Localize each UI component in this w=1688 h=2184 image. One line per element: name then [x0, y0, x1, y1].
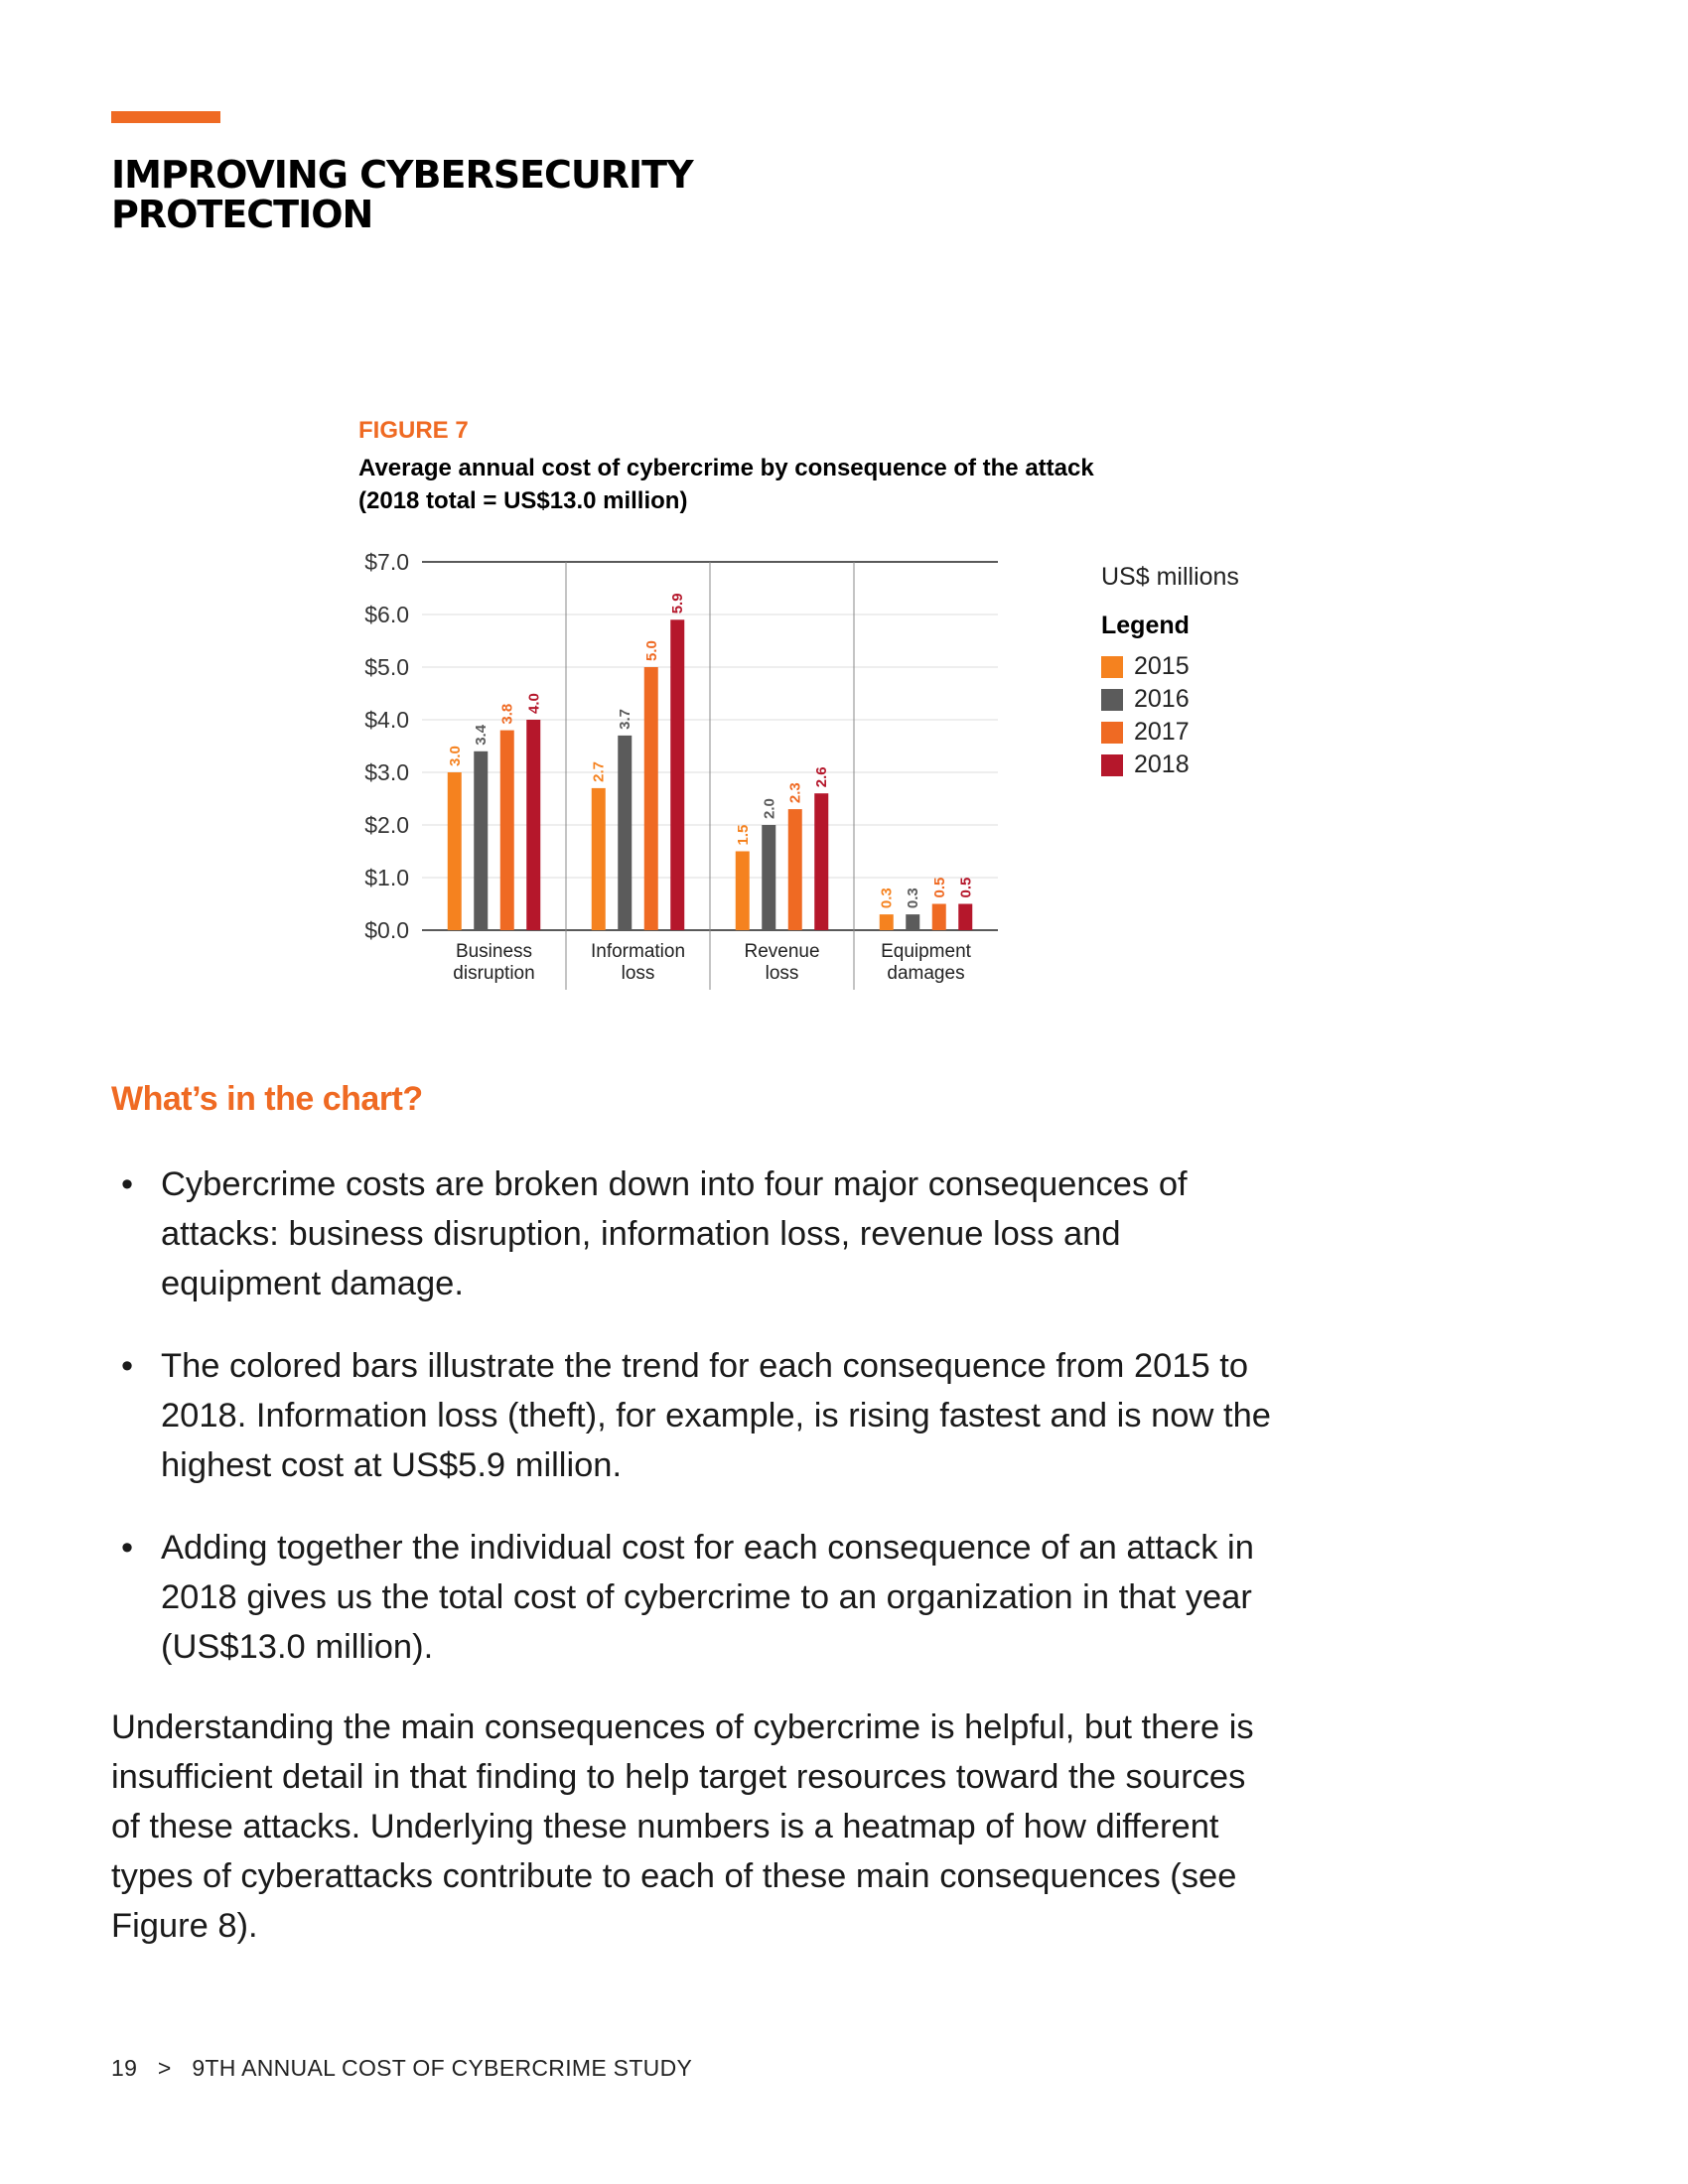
page-title-line-1: IMPROVING CYBERSECURITY — [111, 153, 693, 197]
data-label: 3.8 — [498, 703, 516, 725]
x-tick-label: Business — [455, 941, 533, 962]
page-title-line-2: PROTECTION — [111, 193, 373, 236]
x-tick-label: loss — [765, 963, 799, 984]
data-label: 2.3 — [786, 782, 804, 804]
y-tick-label: $5.0 — [364, 654, 409, 680]
body-paragraph: Understanding the main consequences of cybercrime is helpful, but there is insufficient detail in that finding to help target resources toward the sources of these attacks. Underlying these numbers is a heatmap of how different types of cyberattacks contribute to each of these main consequences (see Figure 8). — [111, 1708, 1254, 1945]
bullet-item — [111, 1523, 1283, 1672]
legend-item — [1101, 650, 1190, 683]
footer-separator: > — [157, 2055, 172, 2081]
bullet-item — [111, 1160, 1283, 1308]
y-tick-label: $3.0 — [364, 759, 409, 785]
y-tick-label: $1.0 — [364, 865, 409, 890]
data-label: 3.7 — [617, 709, 634, 730]
bar-2018 — [526, 720, 540, 930]
page-number: 19 — [111, 2055, 138, 2081]
y-tick-label: $2.0 — [364, 812, 409, 838]
x-tick-label: disruption — [453, 963, 535, 984]
data-label: 0.5 — [957, 877, 975, 898]
figure-title — [358, 452, 1252, 517]
units-label: US$ millions — [1101, 563, 1239, 591]
bar-2018 — [814, 793, 828, 930]
section-question: What’s in the chart? — [111, 1080, 423, 1118]
y-tick-label: $6.0 — [364, 602, 409, 627]
bullet-dot: • — [121, 1165, 134, 1203]
legend-label: 2016 — [1134, 685, 1190, 713]
bar-2016 — [762, 825, 775, 930]
bar-2016 — [618, 736, 632, 930]
legend-label: 2017 — [1134, 718, 1190, 746]
bullet-dot: • — [121, 1529, 134, 1567]
x-tick-label: damages — [887, 963, 965, 984]
x-tick-label: Information — [590, 941, 686, 962]
bullet-list — [111, 1160, 1283, 1705]
y-tick-label: $7.0 — [364, 549, 409, 575]
bar-2018 — [670, 619, 684, 930]
data-label: 2.6 — [813, 766, 831, 788]
data-label: 5.9 — [669, 593, 687, 614]
bullet-item — [111, 1341, 1283, 1490]
data-label: 0.5 — [930, 877, 948, 898]
page-title — [111, 155, 1005, 234]
legend-item — [1101, 716, 1190, 749]
bar-2015 — [736, 852, 750, 931]
data-label: 5.0 — [642, 640, 660, 661]
report-title: 9TH ANNUAL COST OF CYBERCRIME STUDY — [192, 2055, 693, 2081]
legend-swatch — [1101, 754, 1123, 776]
data-label: 2.7 — [590, 761, 608, 782]
bar-2015 — [592, 788, 606, 930]
bar-chart — [338, 541, 1023, 1008]
legend-item — [1101, 749, 1190, 781]
data-label: 4.0 — [525, 693, 543, 714]
bar-2015 — [880, 914, 894, 930]
data-label: 3.4 — [473, 724, 491, 746]
data-label: 2.0 — [761, 798, 778, 819]
bar-2016 — [906, 914, 919, 930]
bar-2017 — [932, 904, 946, 931]
figure-label: FIGURE 7 — [358, 417, 469, 444]
bar-2017 — [500, 731, 514, 930]
figure-title-line-2: (2018 total = US$13.0 million) — [358, 487, 688, 514]
y-tick-label: $4.0 — [364, 707, 409, 733]
x-tick-label: Revenue — [744, 941, 820, 962]
figure-title-line-1: Average annual cost of cybercrime by consequence of the attack — [358, 455, 1094, 481]
bullet-dot: • — [121, 1347, 134, 1385]
page-footer — [111, 2055, 706, 2082]
legend-item — [1101, 683, 1190, 716]
legend-swatch — [1101, 689, 1123, 711]
legend-swatch — [1101, 656, 1123, 678]
legend-label: 2018 — [1134, 751, 1190, 778]
legend-label: 2015 — [1134, 652, 1190, 680]
bullet-text: The colored bars illustrate the trend for each consequence from 2015 to 2018. Information loss (theft), for example, is rising fastest and is now the highest cost at US$5.9 million. — [161, 1347, 1271, 1484]
bullet-text: Adding together the individual cost for each consequence of an attack in 2018 gives us the total cost of cybercrime to an organization in that year (US$13.0 million). — [161, 1529, 1254, 1666]
data-label: 3.0 — [446, 746, 464, 766]
data-label: 0.3 — [905, 887, 922, 909]
x-tick-label: Equipment — [881, 941, 971, 962]
bullet-text: Cybercrime costs are broken down into four major consequences of attacks: business disruption, information loss, revenue loss and equipment damage. — [161, 1165, 1188, 1302]
legend-swatch — [1101, 722, 1123, 744]
bar-2017 — [644, 667, 658, 930]
y-tick-label: $0.0 — [364, 917, 409, 943]
x-tick-label: loss — [621, 963, 655, 984]
bar-2018 — [958, 904, 972, 931]
legend-title: Legend — [1101, 612, 1190, 639]
accent-bar — [111, 111, 220, 123]
bar-2016 — [474, 751, 488, 930]
data-label: 0.3 — [878, 887, 896, 909]
legend — [1101, 650, 1190, 781]
bar-2017 — [788, 809, 802, 930]
bar-2015 — [448, 772, 462, 930]
data-label: 1.5 — [734, 824, 752, 846]
